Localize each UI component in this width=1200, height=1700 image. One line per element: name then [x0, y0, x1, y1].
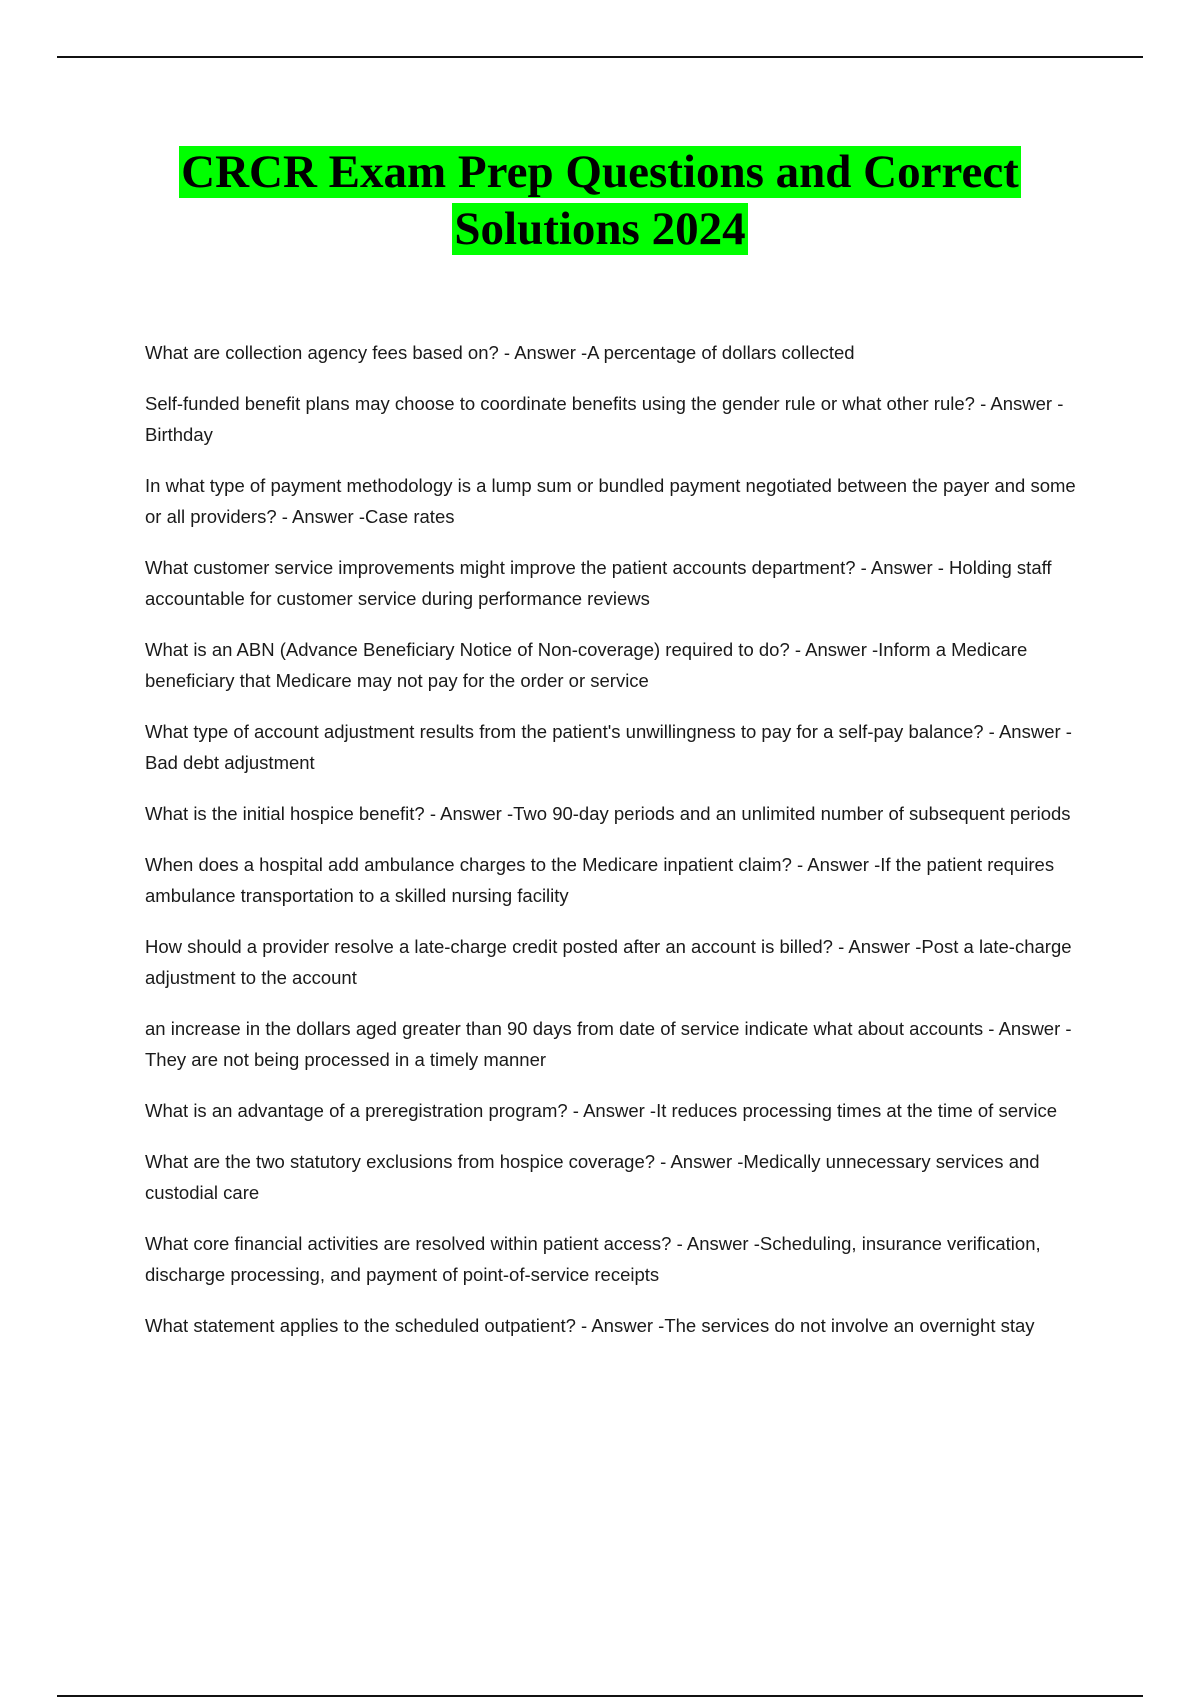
document-title — [0, 144, 1200, 258]
qa-item: What is an advantage of a preregistration program? - Answer -It reduces processing times at the time of service — [145, 1100, 1058, 1121]
qa-item: What type of account adjustment results from the patient's unwillingness to pay for a self-pay balance? - Answer -Bad debt adjustment — [145, 721, 1072, 773]
qa-list — [145, 337, 1095, 1361]
qa-item: an increase in the dollars aged greater than 90 days from date of service indicate what about accounts - Answer -They are not being processed in a timely manner — [145, 1018, 1072, 1070]
qa-item: Self-funded benefit plans may choose to coordinate benefits using the gender rule or what other rule? - Answer -Birthday — [145, 393, 1064, 445]
qa-item: When does a hospital add ambulance charges to the Medicare inpatient claim? - Answer -If the patient requires ambulance transportation to a skilled nursing facility — [145, 854, 1055, 906]
qa-item: What customer service improvements might improve the patient accounts department? - Answer - Holding staff accountable for customer service during performance reviews — [145, 557, 1052, 609]
top-rule — [57, 56, 1143, 58]
title-line-1: CRCR Exam Prep Questions and Correct — [181, 146, 1019, 198]
qa-item: What core financial activities are resolved within patient access? - Answer -Scheduling, insurance verification, discharge processing, and payment of point-of-service receipts — [145, 1233, 1041, 1285]
qa-item: How should a provider resolve a late-charge credit posted after an account is billed? - Answer -Post a late-charge adjustment to the account — [145, 936, 1072, 988]
title-line-2: Solutions 2024 — [454, 203, 746, 255]
qa-item: What is an ABN (Advance Beneficiary Notice of Non-coverage) required to do? - Answer -Inform a Medicare beneficiary that Medicare may not pay for the order or service — [145, 639, 1028, 691]
qa-item: What are the two statutory exclusions from hospice coverage? - Answer -Medically unnecessary services and custodial care — [145, 1151, 1040, 1203]
qa-item: What are collection agency fees based on? - Answer -A percentage of dollars collected — [145, 342, 855, 363]
qa-item: What statement applies to the scheduled outpatient? - Answer -The services do not involve an overnight stay — [145, 1315, 1035, 1336]
bottom-rule — [57, 1695, 1143, 1697]
qa-item: In what type of payment methodology is a lump sum or bundled payment negotiated between the payer and some or all providers? - Answer -Case rates — [145, 475, 1076, 527]
qa-item: What is the initial hospice benefit? - Answer -Two 90-day periods and an unlimited number of subsequent periods — [145, 803, 1071, 824]
